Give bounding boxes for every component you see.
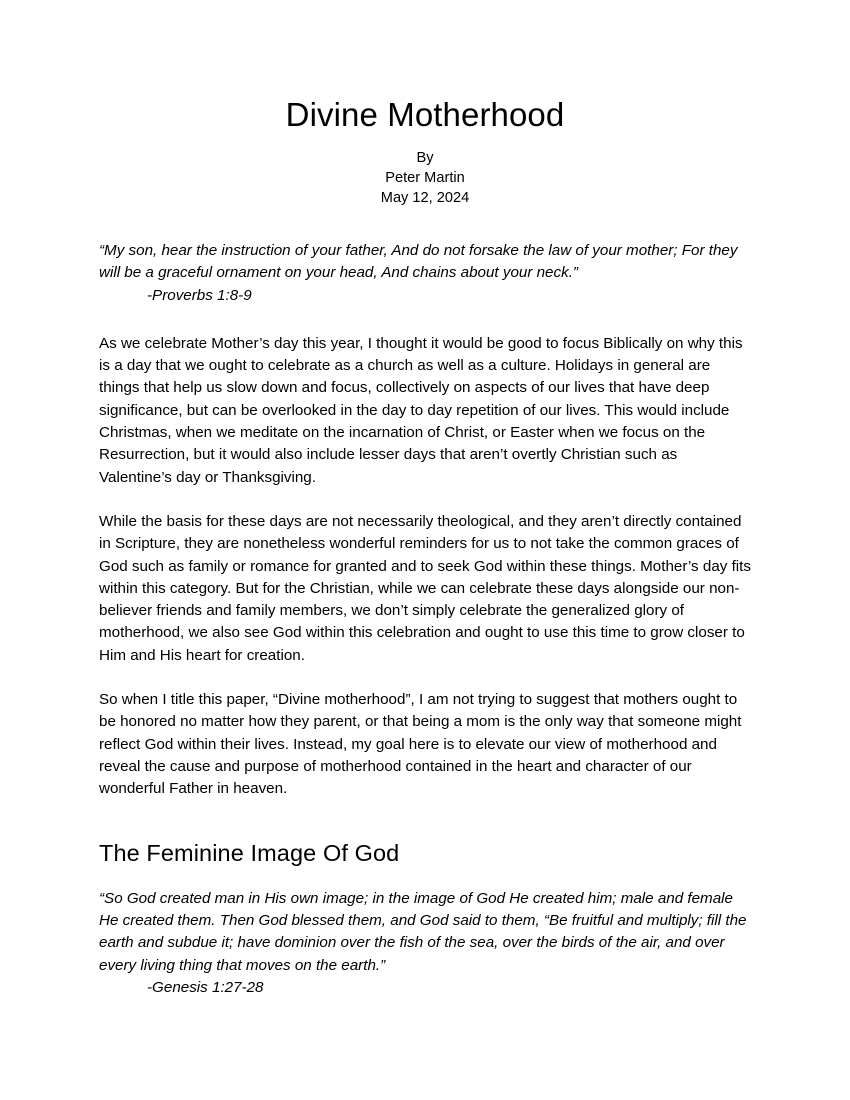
epigraph-quote-text: “My son, hear the instruction of your father, And do not forsake the law of your mother; For they will be a graceful ornament on your head, And chains about your neck.” <box>99 241 738 282</box>
section-quote-text: “So God created man in His own image; in the image of God He created him; male and female He created them. Then God blessed them, and God said to them, “Be fruitful and multiply; fill the earth and subdue it; have dominion over the fish of the sea, over the birds of the air, and over every living thing that moves on the earth.” <box>99 889 747 974</box>
section-quote-block <box>99 888 751 999</box>
document-content <box>99 0 751 999</box>
body-paragraph: While the basis for these days are not necessarily theological, and they aren’t directly contained in Scripture, they are nonetheless wonderful reminders for us to not take the common graces of God such as family or romance for granted and to seek God within these things. Mother’s day fits within this category. But for the Christian, while we can celebrate these days alongside our non-believer friends and family members, we don’t simply celebrate the generalized glory of motherhood, we also see God within this celebration and ought to use this time to grow closer to Him and His heart for creation. <box>99 512 751 664</box>
epigraph-citation: -Proverbs 1:8-9 <box>147 286 252 304</box>
byline-author: Peter Martin <box>385 169 465 186</box>
epigraph-quote-block <box>99 240 751 307</box>
byline-by-label: By <box>416 149 434 166</box>
page-title: Divine Motherhood <box>285 96 565 133</box>
body-paragraph: So when I title this paper, “Divine motherhood”, I am not trying to suggest that mothers ought to be honored no matter how they parent, or that being a mom is the only way that someone might reflect God within their lives. Instead, my goal here is to elevate our view of motherhood and reveal the cause and purpose of motherhood contained in the heart and character of our wonderful Father in heaven. <box>99 691 742 798</box>
section-quote-citation: -Genesis 1:27-28 <box>147 978 264 996</box>
section-heading: The Feminine Image Of God <box>99 840 400 867</box>
body-paragraph: As we celebrate Mother’s day this year, I thought it would be good to focus Biblically on why this is a day that we ought to celebrate as a church as well as a culture. Holidays in general are things that help us slow down and focus, collectively on aspects of our lives that have deep significance, but can be overlooked in the day to day repetition of our lives. This would include Christmas, when we meditate on the incarnation of Christ, or Easter when we focus on the Resurrection, but it would also include lesser days that aren’t overtly Christian such as Valentine’s day or Thanksgiving. <box>99 334 743 486</box>
byline-block <box>99 148 751 208</box>
byline-date: May 12, 2024 <box>380 189 470 206</box>
